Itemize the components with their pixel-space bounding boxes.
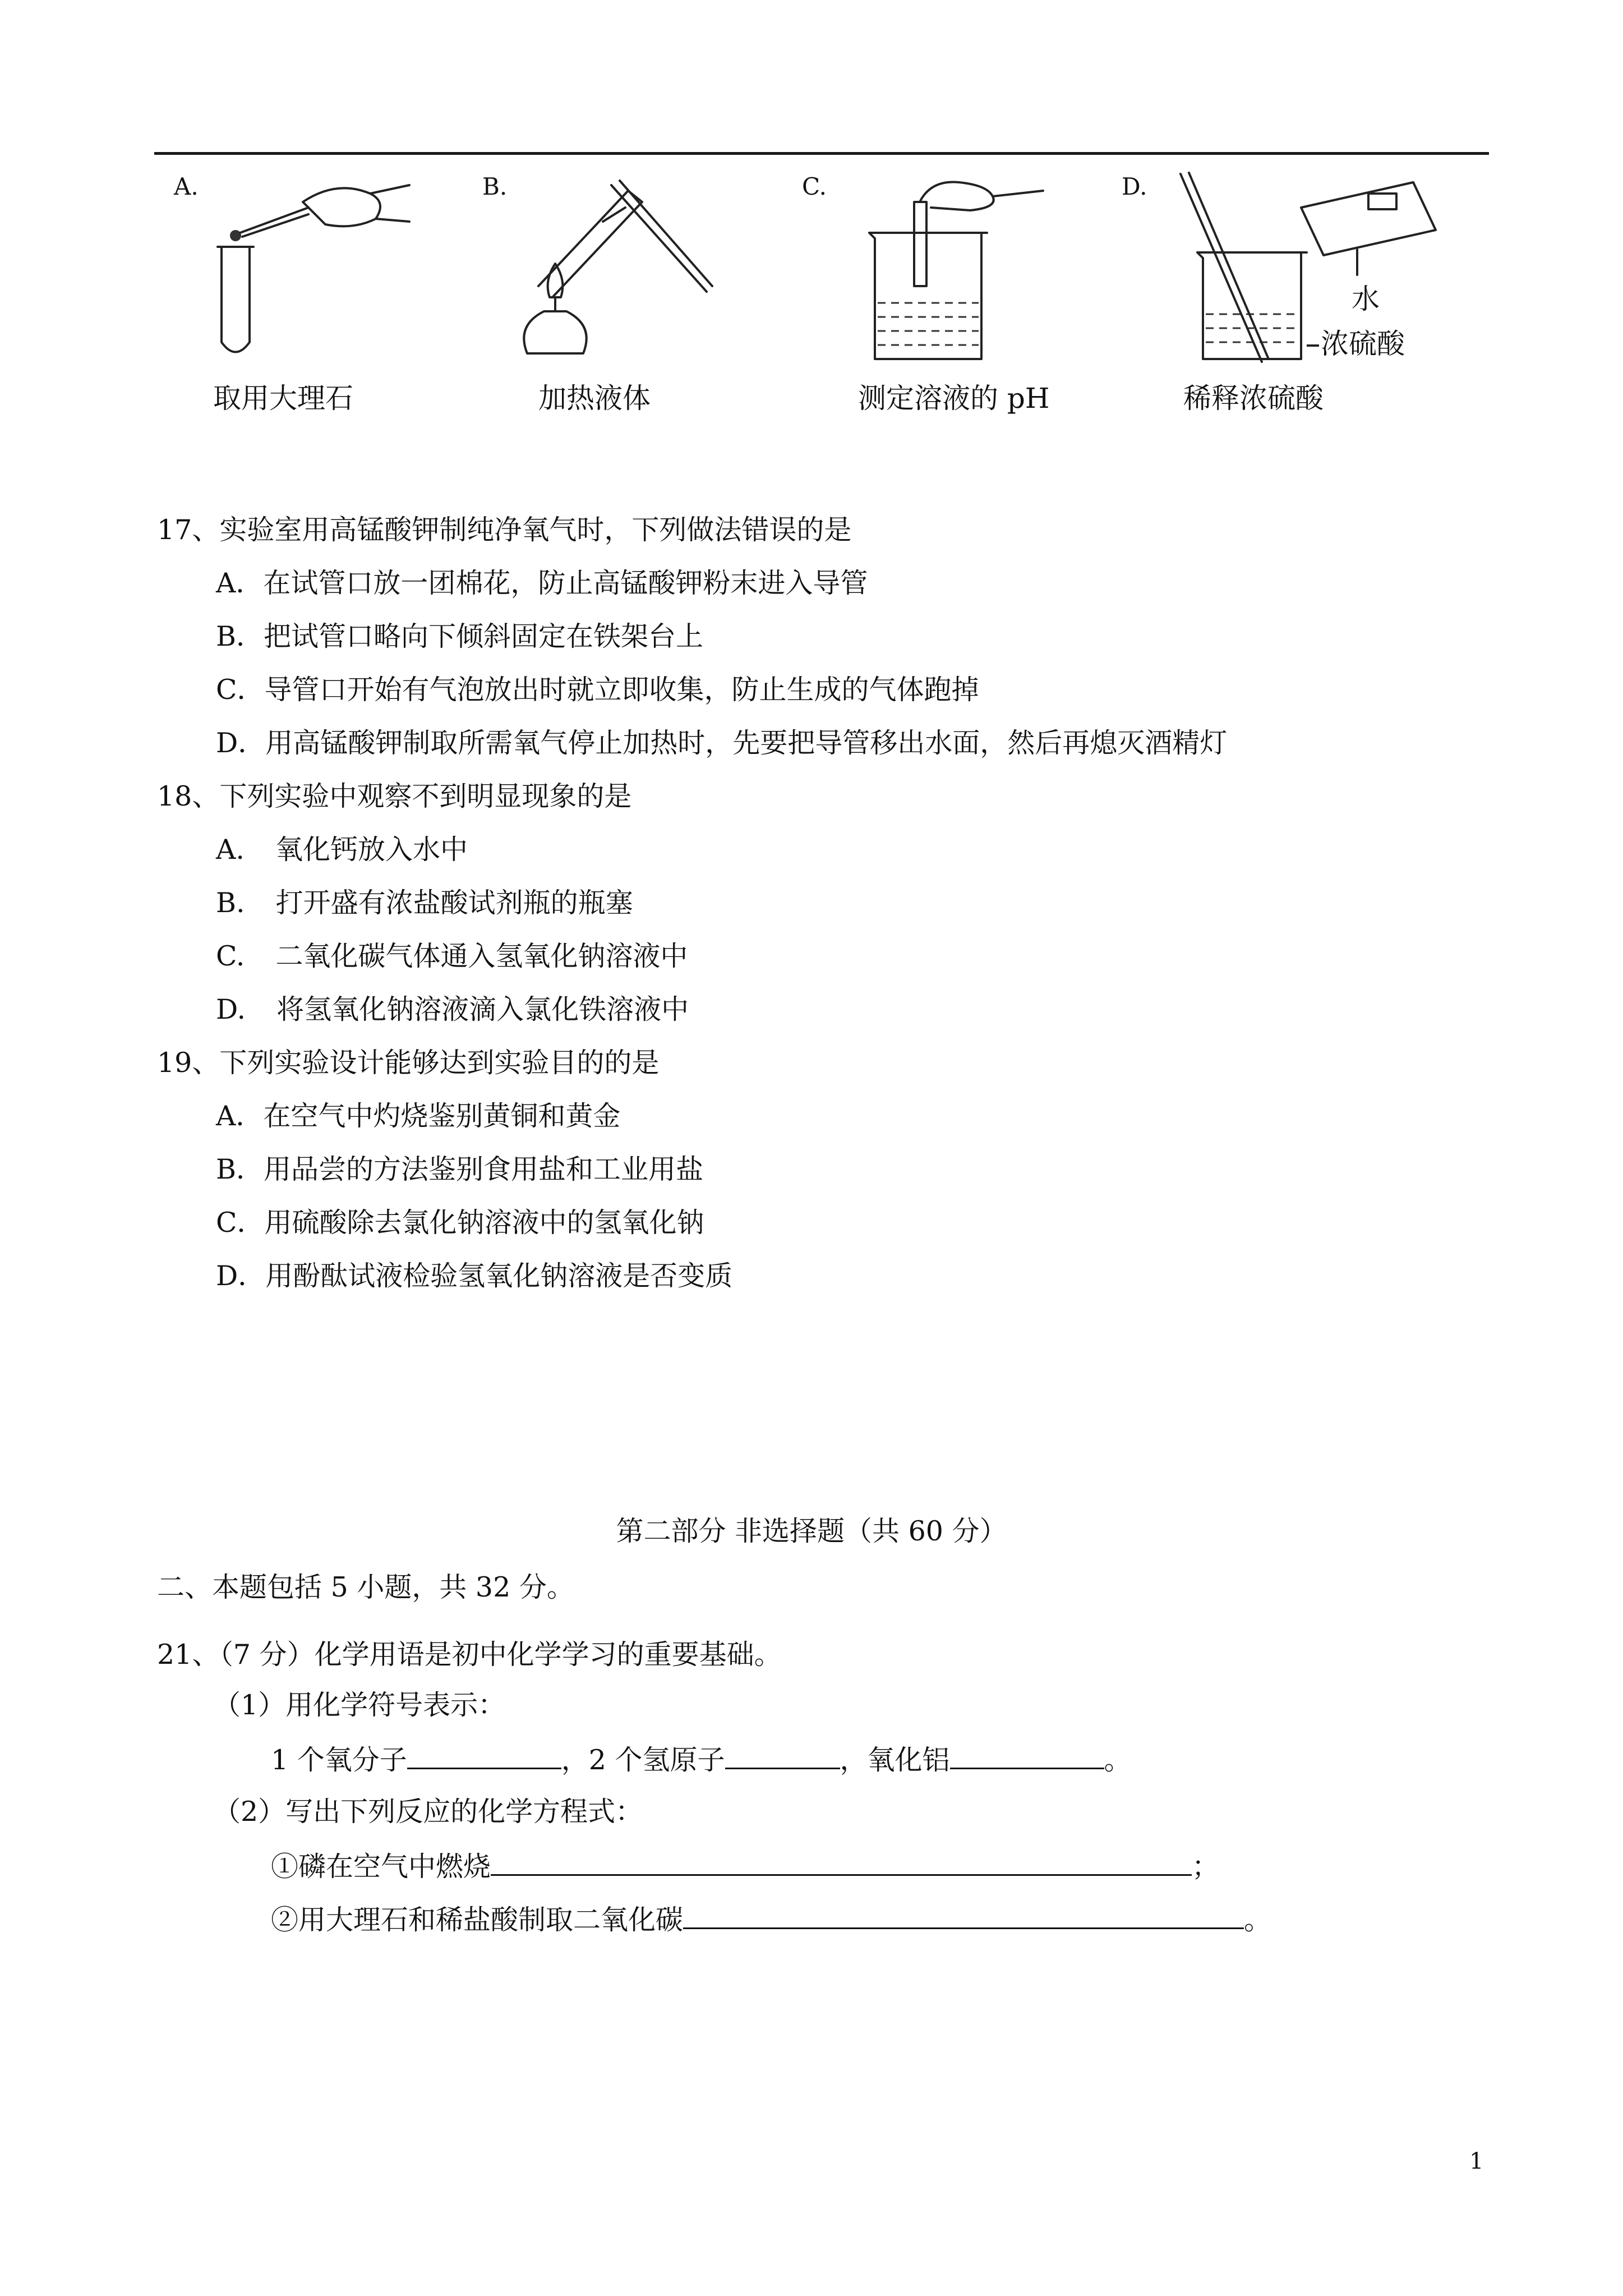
q21-eq1-end: ； (1192, 1851, 1220, 1883)
q17-stem: 17、实验室用高锰酸钾制纯净氧气时，下列做法错误的是 (157, 514, 852, 546)
figure-d (1122, 168, 1469, 438)
q19-option-d: D．用酚酞试液检验氢氧化钠溶液是否变质 (216, 1260, 733, 1292)
q19-option-b: B．用品尝的方法鉴别食用盐和工业用盐 (216, 1153, 704, 1185)
q17-option-a: A．在试管口放一团棉花，防止高锰酸钾粉末进入导管 (216, 567, 868, 599)
q21-sub2: （2）写出下列反应的化学方程式： (213, 1796, 643, 1828)
answer-blank-oxygen-molecule[interactable] (407, 1742, 561, 1769)
figure-b (482, 168, 796, 438)
q21-eq2-end: 。 (1244, 1904, 1272, 1936)
q21-item-hydrogen-atoms: ，2 个氢原子 (561, 1744, 725, 1776)
part2-title: 第二部分 非选择题（共 60 分） (616, 1515, 1007, 1547)
q21-stem: 21、（7 分）化学用语是初中化学学习的重要基础。 (157, 1639, 782, 1671)
q18-option-d (216, 993, 689, 1027)
q18-stem: 18、下列实验中观察不到明显现象的是 (157, 780, 632, 812)
q18-option-c-text: 二氧化碳气体通入氢氧化钠溶液中 (275, 940, 688, 972)
figure-b-caption: 加热液体 (538, 382, 651, 415)
q21-eq1-label: ①磷在空气中燃烧 (271, 1851, 491, 1883)
q18-option-a (216, 833, 468, 867)
q18-option-d-letter: D. (216, 993, 246, 1025)
q21-sub1-items (271, 1742, 1132, 1777)
page-number: 1 (1469, 2148, 1484, 2174)
q18-option-a-letter: A. (216, 834, 245, 866)
q21-item-end: 。 (1104, 1744, 1132, 1776)
q19-stem: 19、下列实验设计能够达到实验目的的是 (157, 1047, 660, 1079)
q21-eq2 (271, 1902, 1271, 1937)
section-heading: 二、本题包括 5 小题，共 32 分。 (157, 1571, 574, 1603)
figure-a-caption: 取用大理石 (213, 382, 353, 415)
q18-option-b-letter: B. (216, 887, 245, 919)
q19-option-a: A．在空气中灼烧鉴别黄铜和黄金 (216, 1100, 621, 1132)
figure-b-letter: B. (482, 173, 508, 200)
q18-option-c-letter: C. (216, 940, 245, 972)
q21-item-oxygen-molecule: 1 个氧分子 (271, 1744, 407, 1776)
q21-item-aluminum-oxide: ，氧化铝 (840, 1744, 950, 1776)
figure-a-letter: A. (174, 173, 199, 200)
top-rule (154, 152, 1489, 155)
figure-c (802, 168, 1116, 438)
answer-blank-eq1[interactable] (491, 1848, 1192, 1876)
alcohol-lamp-test-tube-icon (482, 168, 796, 376)
q21-eq1 (271, 1848, 1219, 1884)
q17-option-b: B．把试管口略向下倾斜固定在铁架台上 (216, 620, 704, 652)
figure-d-letter: D. (1122, 173, 1147, 200)
figure-d-caption: 稀释浓硫酸 (1183, 382, 1324, 415)
q19-option-c: C．用硫酸除去氯化钠溶液中的氢氧化钠 (216, 1207, 704, 1239)
q18-option-b (216, 886, 633, 920)
figure-c-caption: 测定溶液的 pH (858, 382, 1050, 415)
q18-option-a-text: 氧化钙放入水中 (275, 834, 468, 866)
answer-blank-hydrogen-atoms[interactable] (725, 1742, 840, 1769)
figure-a (174, 168, 488, 438)
figure-d-label-water: 水 (1352, 283, 1380, 315)
q18-option-b-text: 打开盛有浓盐酸试剂瓶的瓶塞 (275, 887, 633, 919)
test-tube-tongs-icon (174, 168, 488, 376)
q21-eq2-label: ②用大理石和稀盐酸制取二氧化碳 (271, 1904, 684, 1936)
answer-blank-eq2[interactable] (683, 1902, 1244, 1929)
q21-sub1: （1）用化学符号表示： (213, 1689, 506, 1721)
figure-d-label-acid: 浓硫酸 (1321, 328, 1405, 360)
q18-option-c (216, 940, 688, 973)
q18-option-d-text: 将氢氧化钠溶液滴入氯化铁溶液中 (276, 993, 689, 1025)
figure-c-letter: C. (802, 173, 827, 200)
q17-option-c: C．导管口开始有气泡放出时就立即收集，防止生成的气体跑掉 (216, 674, 979, 706)
beaker-ph-paper-icon (802, 168, 1116, 376)
answer-blank-aluminum-oxide[interactable] (950, 1742, 1104, 1769)
q17-option-d: D．用高锰酸钾制取所需氧气停止加热时，先要把导管移出水面，然后再熄灭酒精灯 (216, 727, 1228, 759)
